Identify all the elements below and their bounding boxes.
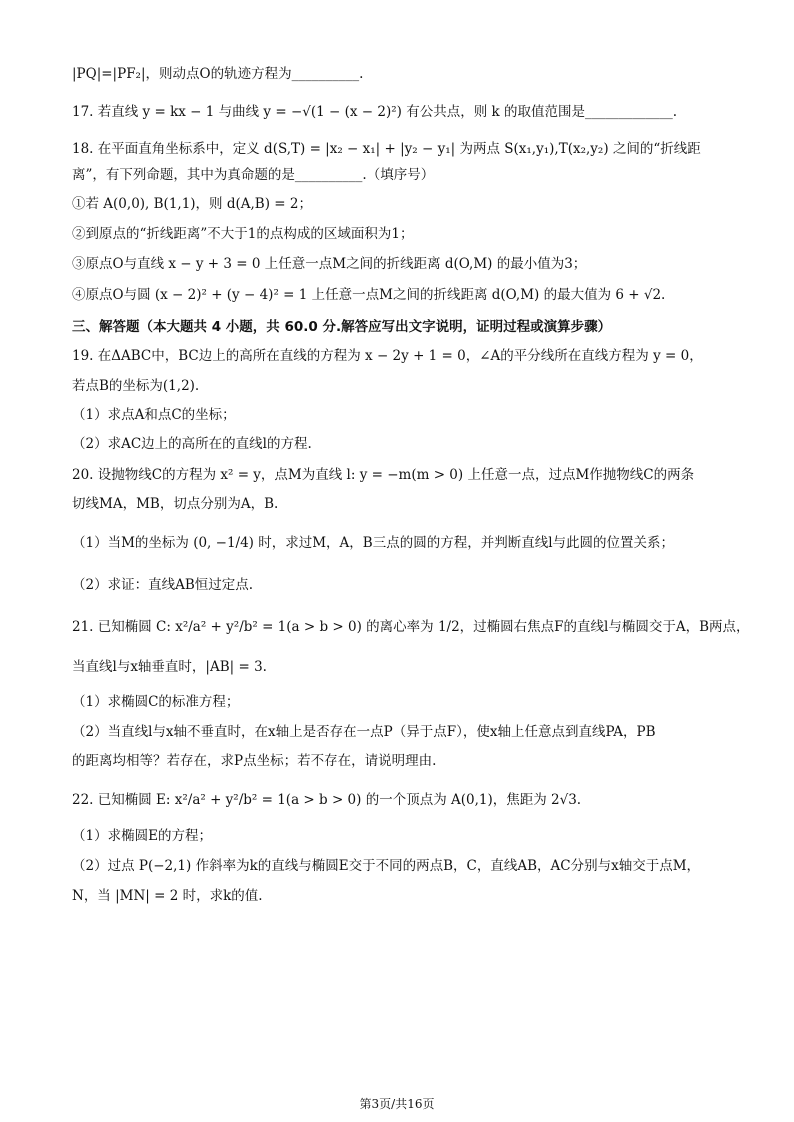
- q21-part2-line2: 的距离均相等？若存在，求P点坐标；若不存在，请说明理由.: [72, 753, 437, 769]
- q20-line2: 切线MA，MB，切点分别为A，B.: [72, 496, 279, 512]
- q19-part2: （2）求AC边上的高所在的直线l的方程.: [72, 436, 312, 452]
- q22-line1: 22. 已知椭圆 E: x²/a² + y²/b² = 1(a > b > 0) 的一个顶点为 A(0,1)，焦距为 2√3.: [72, 792, 582, 808]
- q18-line2: 离”，有下列命题，其中为真命题的是__________.（填序号）: [72, 167, 435, 183]
- q21-line1: 21. 已知椭圆 C: x²/a² + y²/b² = 1(a > b > 0) 的离心率为 1/2，过椭圆右焦点F的直线l与椭圆交于A，B两点，: [72, 619, 750, 635]
- section-heading: 三、解答题（本大题共 4 小题，共 60.0 分.解答应写出文字说明，证明过程或演算步骤）: [72, 319, 612, 335]
- q22-part2-line1: （2）过点 P(−2,1) 作斜率为k的直线与椭圆E交于不同的两点B，C，直线AB，AC分别与x轴交于点M，: [72, 858, 701, 874]
- q18-item4: ④原点O与圆 (x − 2)² + (y − 4)² = 1 上任意一点M之间的折线距离 d(O,M) 的最大值为 6 + √2.: [72, 287, 666, 303]
- q20-line1: 20. 设抛物线C的方程为 x² = y，点M为直线 l: y = −m(m > 0) 上任意一点，过点M作抛物线C的两条: [72, 467, 695, 483]
- q21-part2-line1: （2）当直线l与x轴不垂直时，在x轴上是否存在一点P（异于点F），使x轴上任意点到直线PA，PB: [72, 724, 656, 740]
- q16-tail: |PQ|=|PF₂|，则动点O的轨迹方程为__________.: [72, 66, 364, 82]
- q17: 17. 若直线 y = kx − 1 与曲线 y = −√(1 − (x − 2)²) 有公共点，则 k 的取值范围是_____________.: [72, 104, 678, 120]
- q22-part2-line2: N，当 |MN| = 2 时，求k的值.: [72, 888, 263, 904]
- q20-part1: （1）当M的坐标为 (0, −1/4) 时，求过M，A，B三点的圆的方程，并判断直线l与此圆的位置关系；: [72, 535, 675, 551]
- q22-part1: （1）求椭圆E的方程；: [72, 828, 212, 844]
- q18-item2: ②到原点的“折线距离”不大于1的点构成的区域面积为1；: [72, 226, 414, 242]
- q19-line1: 19. 在ΔABC中，BC边上的高所在直线的方程为 x − 2y + 1 = 0，∠A的平分线所在直线方程为 y = 0，: [72, 348, 703, 364]
- q20-part2: （2）求证：直线AB恒过定点.: [72, 577, 254, 593]
- q21-line2: 当直线l与x轴垂直时，|AB| = 3.: [72, 659, 267, 675]
- q19-line2: 若点B的坐标为(1,2).: [72, 378, 200, 394]
- page-footer: 第3页/共16页: [359, 1097, 435, 1111]
- q18-item1: ①若 A(0,0), B(1,1)，则 d(A,B) = 2；: [72, 196, 312, 212]
- q18-line1: 18. 在平面直角坐标系中，定义 d(S,T) = |x₂ − x₁| + |y₂ − y₁| 为两点 S(x₁,y₁),T(x₂,y₂) 之间的“折线距: [72, 141, 701, 157]
- q19-part1: （1）求点A和点C的坐标；: [72, 407, 236, 423]
- q21-part1: （1）求椭圆C的标准方程；: [72, 694, 240, 710]
- q18-item3: ③原点O与直线 x − y + 3 = 0 上任意一点M之间的折线距离 d(O,M) 的最小值为3；: [72, 256, 587, 272]
